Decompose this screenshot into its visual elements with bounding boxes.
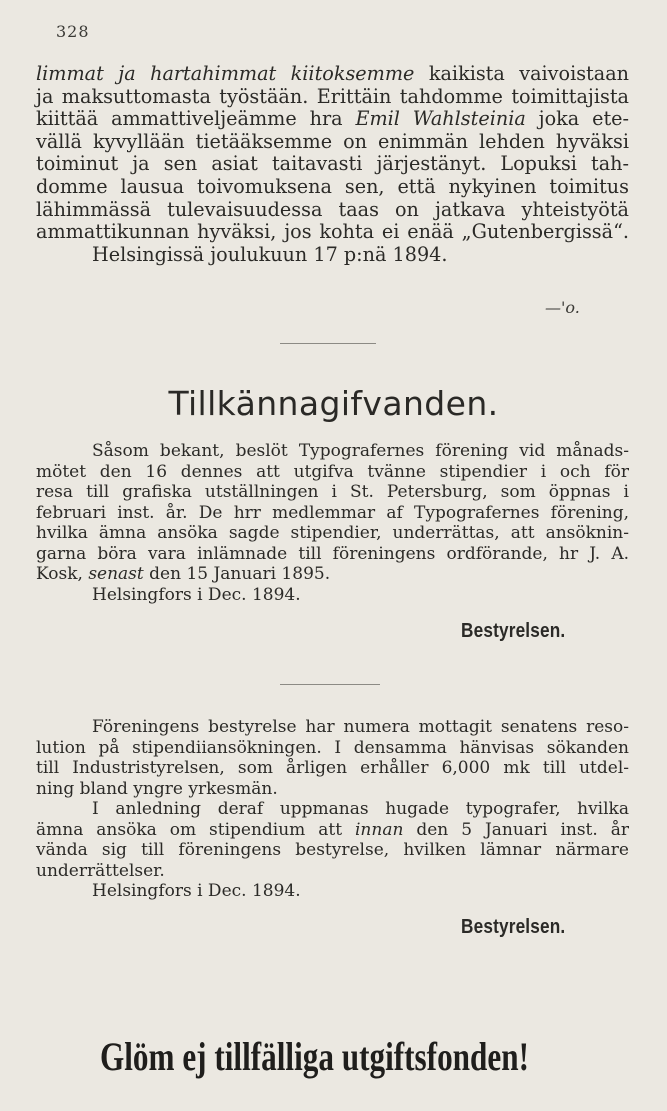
article2-line-6: garna böra vara inlämnade till föreningens ordförande, hr J. A. (36, 543, 629, 564)
article1-line-3 (36, 108, 629, 131)
article1-line-2: ja maksuttomasta työstään. Erittäin tahdomme toimittajista (36, 84, 629, 108)
article1-line-1-rest: kaikista vaivoistaan (414, 62, 630, 85)
article3-line-6-end: den 5 Januari inst. år (403, 819, 629, 840)
article3-signature: Bestyrelsen. (461, 916, 566, 938)
article3-line-2: lution på stipendiiansökningen. I densamma hänvisas sökanden (36, 737, 629, 758)
article-finnish-thanks (36, 63, 629, 266)
article2-dateline: Helsingfors i Dec. 1894. (92, 584, 301, 605)
article1-line-4: vällä kyvyllään tietääksemme on enimmän lehden hyväksi (36, 129, 629, 153)
article3-dateline: Helsingfors i Dec. 1894. (92, 881, 301, 901)
article1-line-6: domme lausua toivomuksena sen, että nykyinen toimitus (36, 174, 629, 198)
article1-line-7: lähimmässä tulevaisuudessa taas on jatkava yhteistyötä (36, 197, 629, 221)
section-divider (280, 343, 376, 344)
article2-signature: Bestyrelsen. (461, 620, 566, 642)
article3-line-6 (36, 820, 629, 841)
article2-line-7-end: den 15 Januari 1895. (143, 564, 331, 584)
section-divider-2 (280, 684, 380, 685)
slogan: Glöm ej tillfälliga utgiftsfonden! (100, 1034, 529, 1079)
article1-line-3-end: joka ete- (525, 107, 630, 131)
article-board-notice (36, 717, 629, 902)
article2-line-4: februari inst. år. De hrr medlemmar af Typografernes förening, (36, 502, 629, 523)
article1-line-5: toiminut ja sen asiat taitavasti järjestänyt. Lopuksi tah- (36, 152, 629, 176)
article-stipend-announcement (36, 441, 629, 605)
article3-line-7: vända sig till föreningens bestyrelse, hvilken lämnar närmare (36, 840, 629, 860)
article2-line-7-emphasis: senast (88, 564, 144, 584)
article2-line-1: Såsom bekant, beslöt Typografernes förening vid månads- (92, 441, 629, 461)
article2-line-5: hvilka ämna ansöka sagde stipendier, underrättas, att ansöknin- (36, 523, 629, 543)
article1-line-3-name: Emil Wahlsteinia (355, 107, 526, 131)
article1-line-3-start: kiittää ammattiveljeämme hra (36, 107, 356, 131)
article2-line-7-start: Kosk, (36, 564, 89, 584)
article3-line-8: underrättelser. (36, 860, 165, 881)
article3-line-3: till Industristyrelsen, som årligen erhåller 6,000 mk till utdel- (36, 758, 629, 778)
article2-line-3: resa till grafiska utställningen i St. Petersburg, som öppnas i (36, 482, 629, 502)
slogan-container (100, 1033, 570, 1093)
article1-line-1-italic: limmat ja hartahimmat kiitoksemme (36, 62, 415, 85)
article2-line-7 (36, 564, 629, 585)
article3-line-5: I anledning deraf uppmanas hugade typografer, hvilka (92, 799, 629, 819)
article3-line-4: ning bland yngre yrkesmän. (36, 778, 278, 799)
section-heading: Tillkännagifvanden. (168, 384, 499, 423)
article1-line-8: ammattikunnan hyväksi, jos kohta ei enää „Gutenbergissä“. (36, 220, 629, 244)
article1-dateline: Helsingissä joulukuun 17 p:nä 1894. (92, 242, 448, 266)
article3-line-6-emphasis: innan (354, 819, 404, 840)
article3-line-1: Föreningens bestyrelse har numera mottagit senatens reso- (92, 717, 629, 737)
article2-line-2: mötet den 16 dennes att utgifva tvänne stipendier i och för (36, 461, 629, 482)
article1-line-1 (36, 63, 629, 86)
article1-signoff: —'o. (545, 298, 580, 317)
article3-line-6-start: ämna ansöka om stipendium att (36, 819, 355, 840)
page-number: 328 (56, 22, 90, 41)
